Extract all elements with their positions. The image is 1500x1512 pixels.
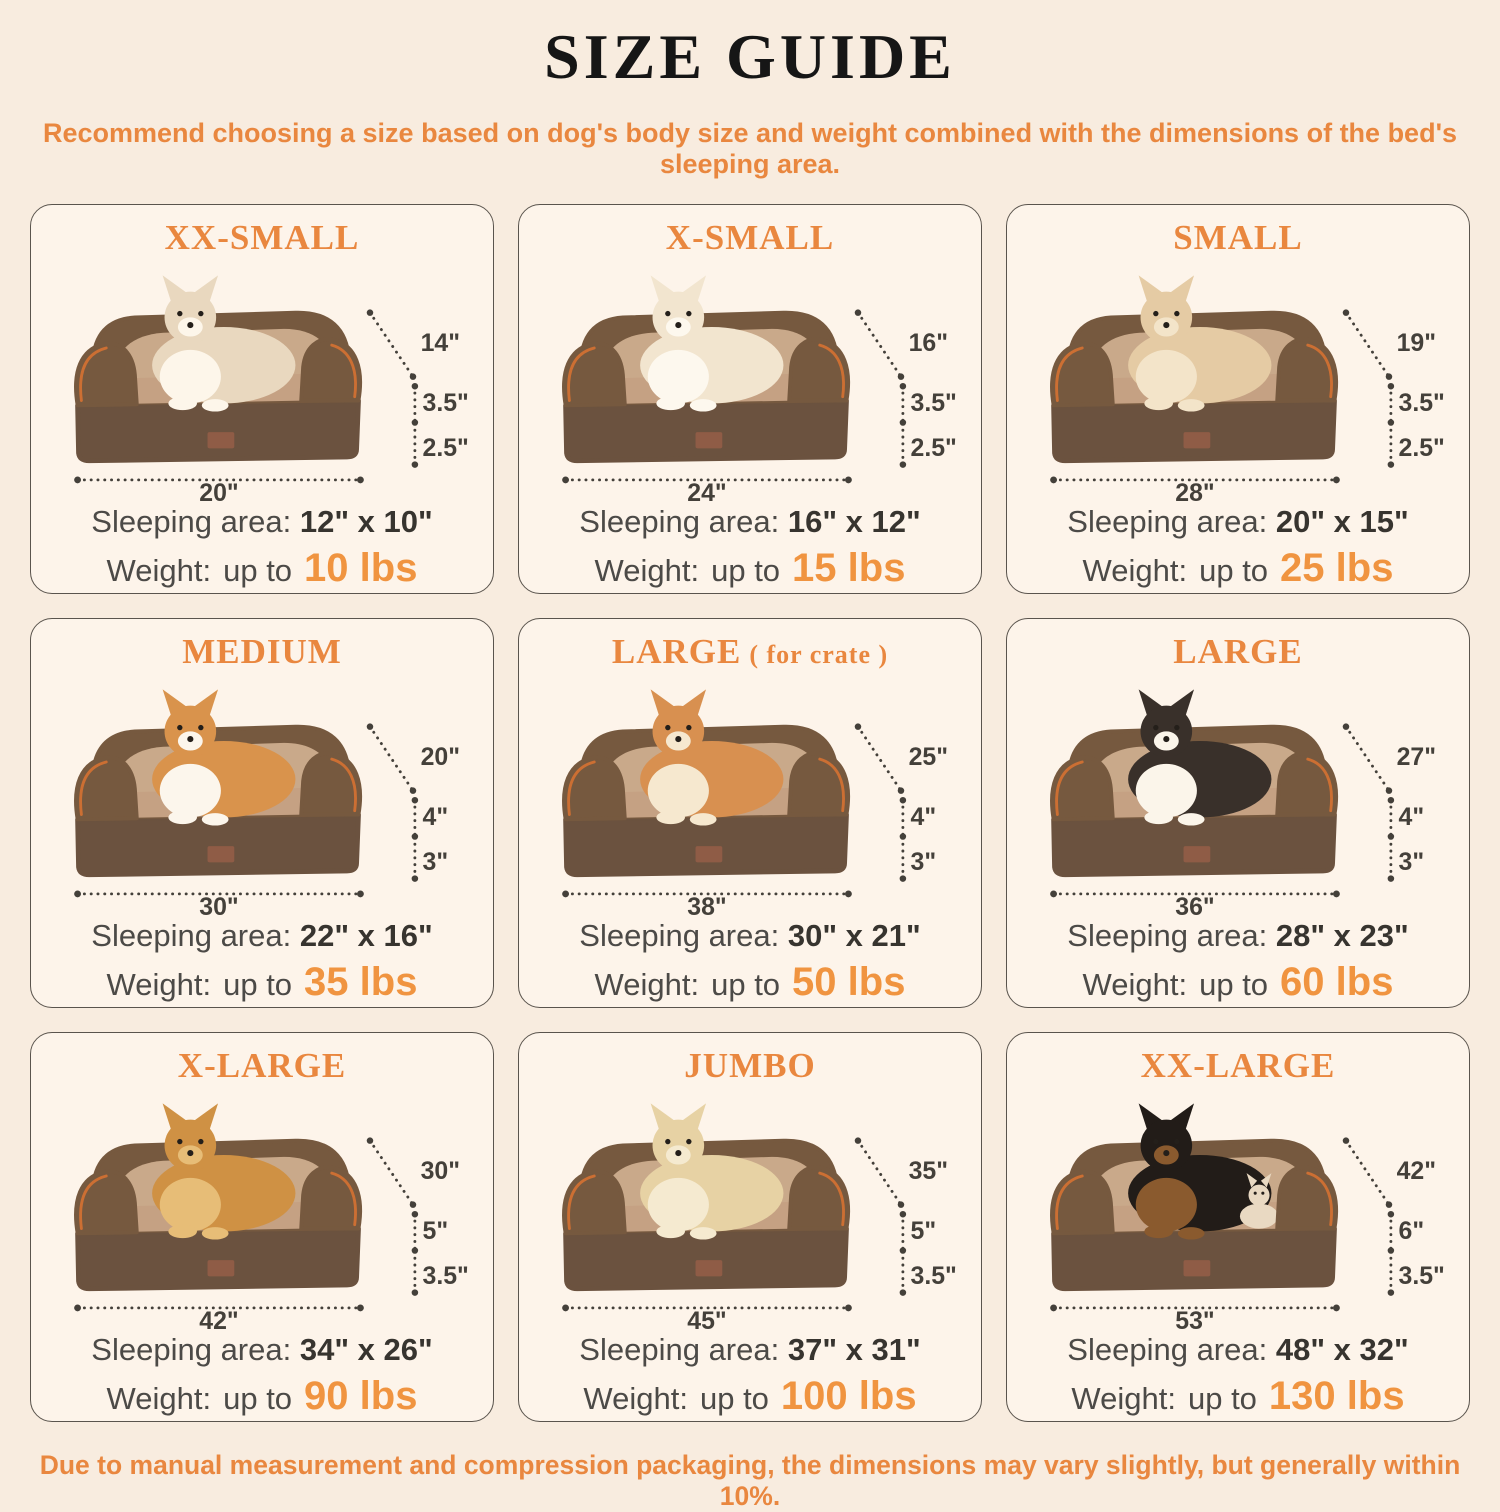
weight-up-to: up to: [223, 553, 293, 589]
dim-length: 42": [199, 1307, 239, 1329]
dim-base-height: 3": [910, 848, 937, 876]
weight-value: 10 lbs: [304, 546, 418, 591]
sleeping-area-label: Sleeping area:: [579, 503, 780, 539]
sleeping-area-line: [579, 1331, 920, 1370]
bed-illustration: [47, 260, 477, 501]
bed-left-arm: [564, 757, 625, 819]
sleeping-area-label: Sleeping area:: [1067, 917, 1268, 953]
bed-illustration: [535, 1088, 965, 1329]
bed-left-arm: [1052, 343, 1113, 405]
bed-illustration: [535, 674, 965, 915]
dog-bed: [76, 1103, 360, 1288]
size-name: XX-SMALL: [164, 218, 360, 257]
sleeping-area-value: 20" x 15": [1275, 503, 1409, 539]
weight-up-to: up to: [1199, 553, 1269, 589]
weight-up-to: up to: [699, 1381, 769, 1417]
weight-up-to: up to: [711, 967, 781, 1003]
dim-length: 24": [687, 479, 727, 501]
bed-right-arm: [789, 1167, 848, 1228]
pet-silhouette: [152, 689, 295, 825]
size-title: [178, 1047, 346, 1086]
dim-length: 45": [687, 1307, 727, 1329]
size-name: X-LARGE: [177, 1046, 347, 1085]
sleeping-area-label: Sleeping area:: [91, 917, 292, 953]
bed-illustration: [1023, 1088, 1453, 1329]
weight-label: Weight:: [594, 553, 700, 589]
dim-base-height: 3.5": [1398, 1262, 1445, 1290]
weight-label: Weight:: [583, 1381, 688, 1417]
weight-label: Weight:: [1082, 553, 1188, 589]
weight-value: 60 lbs: [1280, 960, 1394, 1005]
bed-right-arm: [301, 339, 360, 400]
dim-back-width: 25": [908, 743, 949, 771]
pet-silhouette: [640, 275, 783, 411]
weight-label: Weight:: [594, 967, 700, 1003]
dim-back-width: 20": [420, 743, 461, 771]
weight-line: [1083, 957, 1394, 1007]
size-name: X-SMALL: [665, 218, 835, 257]
sleeping-area-label: Sleeping area:: [1067, 503, 1268, 539]
weight-value: 15 lbs: [792, 546, 906, 591]
size-title: [684, 1047, 815, 1086]
weight-value: 130 lbs: [1268, 1374, 1405, 1419]
weight-line: [595, 543, 906, 593]
weight-line: [583, 1371, 916, 1421]
bed-brand-tag: [1184, 432, 1211, 448]
size-note: ( for crate ): [749, 640, 889, 669]
weight-value: 100 lbs: [780, 1374, 917, 1419]
weight-up-to: up to: [1187, 1381, 1257, 1417]
dim-bolster-height: 6": [1398, 1217, 1425, 1245]
dog-bed: [1052, 689, 1336, 874]
dim-back-width: 27": [1396, 743, 1437, 771]
weight-label: Weight:: [1082, 967, 1188, 1003]
bed-right-arm: [301, 1167, 360, 1228]
bed-brand-tag: [1184, 846, 1211, 862]
size-name: XX-LARGE: [1140, 1046, 1336, 1085]
size-title: [1173, 219, 1302, 258]
size-title: [182, 633, 342, 672]
bed-brand-tag: [208, 432, 235, 448]
footnote: Due to manual measurement and compression packaging, the dimensions may vary slightly, but generally within 10%.: [39, 1450, 1461, 1511]
sleeping-area-value: 30" x 21": [787, 917, 921, 953]
weight-label: Weight:: [1071, 1381, 1176, 1417]
pet-silhouette: [640, 689, 783, 825]
weight-line: [107, 543, 418, 593]
size-card: [30, 618, 494, 1008]
size-card: [518, 618, 982, 1008]
bed-right-arm: [1277, 339, 1336, 400]
dim-length: 30": [199, 893, 239, 915]
size-name: LARGE: [611, 632, 742, 671]
dog-bed: [1052, 275, 1336, 460]
sleeping-area-line: [91, 503, 432, 542]
size-title: [612, 633, 888, 672]
sleeping-area-line: [579, 503, 920, 542]
size-name: SMALL: [1173, 218, 1303, 257]
dim-bolster-height: 5": [910, 1217, 937, 1245]
sleeping-area-line: [91, 917, 432, 956]
dog-bed: [564, 275, 848, 460]
bed-right-arm: [789, 339, 848, 400]
bed-illustration: [1023, 674, 1453, 915]
weight-line: [107, 1371, 418, 1421]
dim-base-height: 3.5": [910, 1262, 957, 1290]
page-title: SIZE GUIDE: [544, 21, 956, 92]
bed-brand-tag: [696, 846, 723, 862]
pet-silhouette: [1128, 689, 1271, 825]
sleeping-area-label: Sleeping area:: [91, 503, 292, 539]
sleeping-area-line: [1067, 1331, 1408, 1370]
size-title: [1141, 1047, 1336, 1086]
bed-right-arm: [301, 753, 360, 814]
weight-up-to: up to: [1199, 967, 1269, 1003]
bed-right-arm: [1277, 753, 1336, 814]
sleeping-area-value: 28" x 23": [1275, 917, 1409, 953]
dim-back-width: 14": [420, 329, 461, 357]
dim-bolster-height: 3.5": [422, 389, 469, 417]
sleeping-area-value: 34" x 26": [299, 1331, 433, 1367]
weight-label: Weight:: [106, 967, 212, 1003]
size-card: [1006, 204, 1470, 594]
dog-bed: [564, 1103, 848, 1288]
size-card: [518, 1032, 982, 1422]
dim-bolster-height: 3.5": [1398, 389, 1445, 417]
sleeping-area-line: [1067, 503, 1408, 542]
bed-left-arm: [76, 1171, 137, 1233]
sleeping-area-line: [1067, 917, 1408, 956]
size-name: LARGE: [1173, 632, 1303, 671]
bed-left-arm: [564, 343, 625, 405]
weight-value: 90 lbs: [304, 1374, 418, 1419]
dim-length: 53": [1175, 1307, 1215, 1329]
size-name: JUMBO: [684, 1046, 816, 1085]
dim-back-width: 30": [420, 1157, 461, 1185]
pet-silhouette: [640, 1103, 783, 1239]
dim-base-height: 3.5": [422, 1262, 469, 1290]
weight-value: 35 lbs: [304, 960, 418, 1005]
dim-base-height: 2.5": [910, 434, 957, 462]
size-grid: [0, 180, 1500, 1422]
bed-left-arm: [76, 757, 137, 819]
dim-length: 36": [1175, 893, 1215, 915]
dim-base-height: 2.5": [422, 434, 469, 462]
sleeping-area-label: Sleeping area:: [91, 1331, 292, 1367]
weight-line: [595, 957, 906, 1007]
sleeping-area-label: Sleeping area:: [579, 1331, 780, 1367]
dim-back-width: 42": [1396, 1157, 1437, 1185]
pet-silhouette: [1128, 275, 1271, 411]
size-name: MEDIUM: [182, 632, 342, 671]
bed-brand-tag: [696, 1260, 723, 1276]
dim-base-height: 3": [422, 848, 449, 876]
dim-length: 20": [199, 479, 239, 501]
dim-bolster-height: 4": [422, 803, 449, 831]
dog-bed: [564, 689, 848, 874]
sleeping-area-value: 12" x 10": [299, 503, 433, 539]
sleeping-area-value: 22" x 16": [299, 917, 433, 953]
sleeping-area-line: [579, 917, 920, 956]
weight-label: Weight:: [106, 553, 212, 589]
dog-bed: [76, 275, 360, 460]
dim-bolster-height: 3.5": [910, 389, 957, 417]
bed-left-arm: [1052, 1171, 1113, 1233]
bed-left-arm: [76, 343, 137, 405]
sleeping-area-value: 16" x 12": [787, 503, 921, 539]
dim-base-height: 2.5": [1398, 434, 1445, 462]
page-subtitle: Recommend choosing a size based on dog's body size and weight combined with the dimensions of the bed's sleeping area.: [42, 118, 1458, 179]
bed-brand-tag: [208, 846, 235, 862]
bed-right-arm: [1277, 1167, 1336, 1228]
size-card: [1006, 618, 1470, 1008]
size-card: [30, 1032, 494, 1422]
dim-length: 28": [1175, 479, 1215, 501]
dim-bolster-height: 4": [910, 803, 937, 831]
sleeping-area-label: Sleeping area:: [1067, 1331, 1268, 1367]
bed-illustration: [535, 260, 965, 501]
weight-line: [1083, 543, 1394, 593]
size-card: [1006, 1032, 1470, 1422]
bed-left-arm: [564, 1171, 625, 1233]
weight-label: Weight:: [106, 1381, 212, 1417]
sleeping-area-label: Sleeping area:: [579, 917, 780, 953]
weight-up-to: up to: [223, 1381, 293, 1417]
size-title: [1173, 633, 1302, 672]
sleeping-area-value: 37" x 31": [787, 1331, 921, 1367]
bed-illustration: [1023, 260, 1453, 501]
bed-illustration: [47, 674, 477, 915]
size-card: [518, 204, 982, 594]
bed-brand-tag: [208, 1260, 235, 1276]
dim-base-height: 3": [1398, 848, 1425, 876]
dim-back-width: 35": [908, 1157, 949, 1185]
weight-up-to: up to: [711, 553, 781, 589]
bed-illustration: [47, 1088, 477, 1329]
page-header: [0, 0, 1500, 180]
pet-silhouette: [152, 1103, 295, 1239]
weight-value: 50 lbs: [792, 960, 906, 1005]
dog-bed: [76, 689, 360, 874]
dim-bolster-height: 4": [1398, 803, 1425, 831]
weight-value: 25 lbs: [1280, 546, 1394, 591]
bed-left-arm: [1052, 757, 1113, 819]
bed-right-arm: [789, 753, 848, 814]
bed-brand-tag: [696, 432, 723, 448]
dim-back-width: 19": [1396, 329, 1437, 357]
dog-bed: [1052, 1103, 1336, 1288]
dim-length: 38": [687, 893, 727, 915]
size-card: [30, 204, 494, 594]
pet-silhouette: [152, 275, 295, 411]
size-title: [666, 219, 834, 258]
bed-brand-tag: [1184, 1260, 1211, 1276]
dim-back-width: 16": [908, 329, 949, 357]
dim-bolster-height: 5": [422, 1217, 449, 1245]
sleeping-area-value: 48" x 32": [1275, 1331, 1409, 1367]
weight-line: [1071, 1371, 1404, 1421]
weight-up-to: up to: [223, 967, 293, 1003]
weight-line: [107, 957, 418, 1007]
size-title: [165, 219, 360, 258]
sleeping-area-line: [91, 1331, 432, 1370]
